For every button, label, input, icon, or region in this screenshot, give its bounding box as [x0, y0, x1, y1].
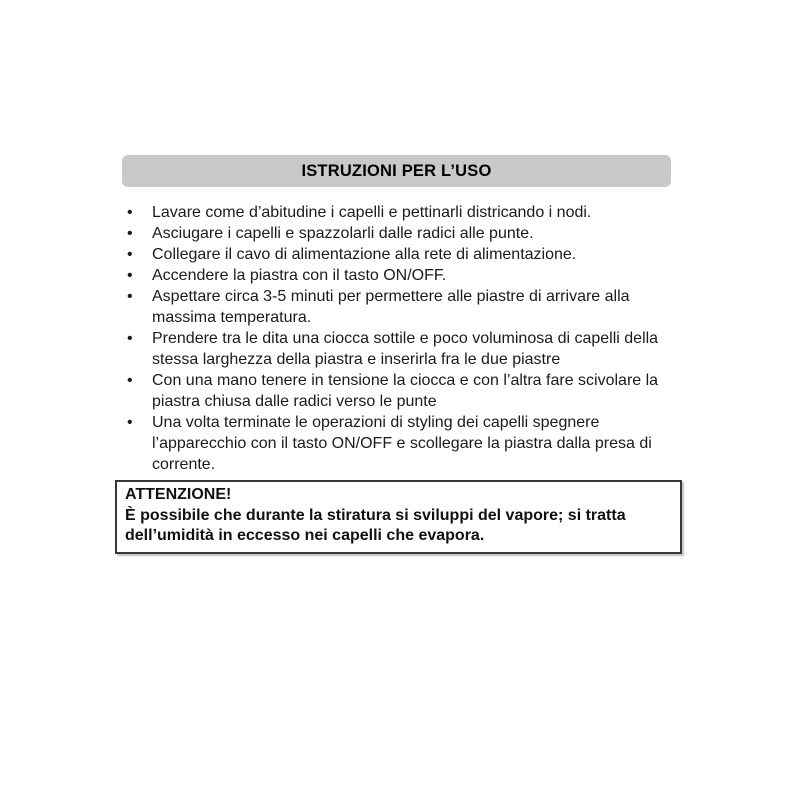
instruction-item: • Collegare il cavo di alimentazione alla rete di alimentazione.: [122, 244, 680, 265]
instruction-item: • Con una mano tenere in tensione la ciocca e con l’altra fare scivolare la piastra chiusa dalle radici verso le punte: [122, 370, 680, 412]
instruction-item: • Prendere tra le dita una ciocca sottile e poco voluminosa di capelli della stessa larghezza della piastra e inserirla fra le due piastre: [122, 328, 680, 370]
section-header-bar: [122, 155, 671, 187]
warning-title: ATTENZIONE!: [125, 486, 232, 503]
instruction-item: • Asciugare i capelli e spazzolarli dalle radici alle punte.: [122, 223, 680, 244]
instruction-item: • Lavare come d’abitudine i capelli e pettinarli districando i nodi.: [122, 202, 680, 223]
instruction-item: • Accendere la piastra con il tasto ON/OFF.: [122, 265, 680, 286]
warning-body-line: È possibile che durante la stiratura si sviluppi del vapore; si tratta: [125, 506, 626, 524]
warning-box: [115, 480, 682, 554]
section-title: ISTRUZIONI PER L’USO: [301, 161, 492, 180]
instruction-item: • Una volta terminate le operazioni di styling dei capelli spegnere l’apparecchio con il tasto ON/OFF e scollegare la piastra dalla presa di corrente.: [122, 412, 680, 475]
warning-body-line: dell’umidità in eccesso nei capelli che evapora.: [125, 527, 485, 544]
instructions-list: [122, 202, 680, 475]
instruction-item: • Aspettare circa 3-5 minuti per permettere alle piastre di arrivare alla massima temperatura.: [122, 286, 680, 328]
